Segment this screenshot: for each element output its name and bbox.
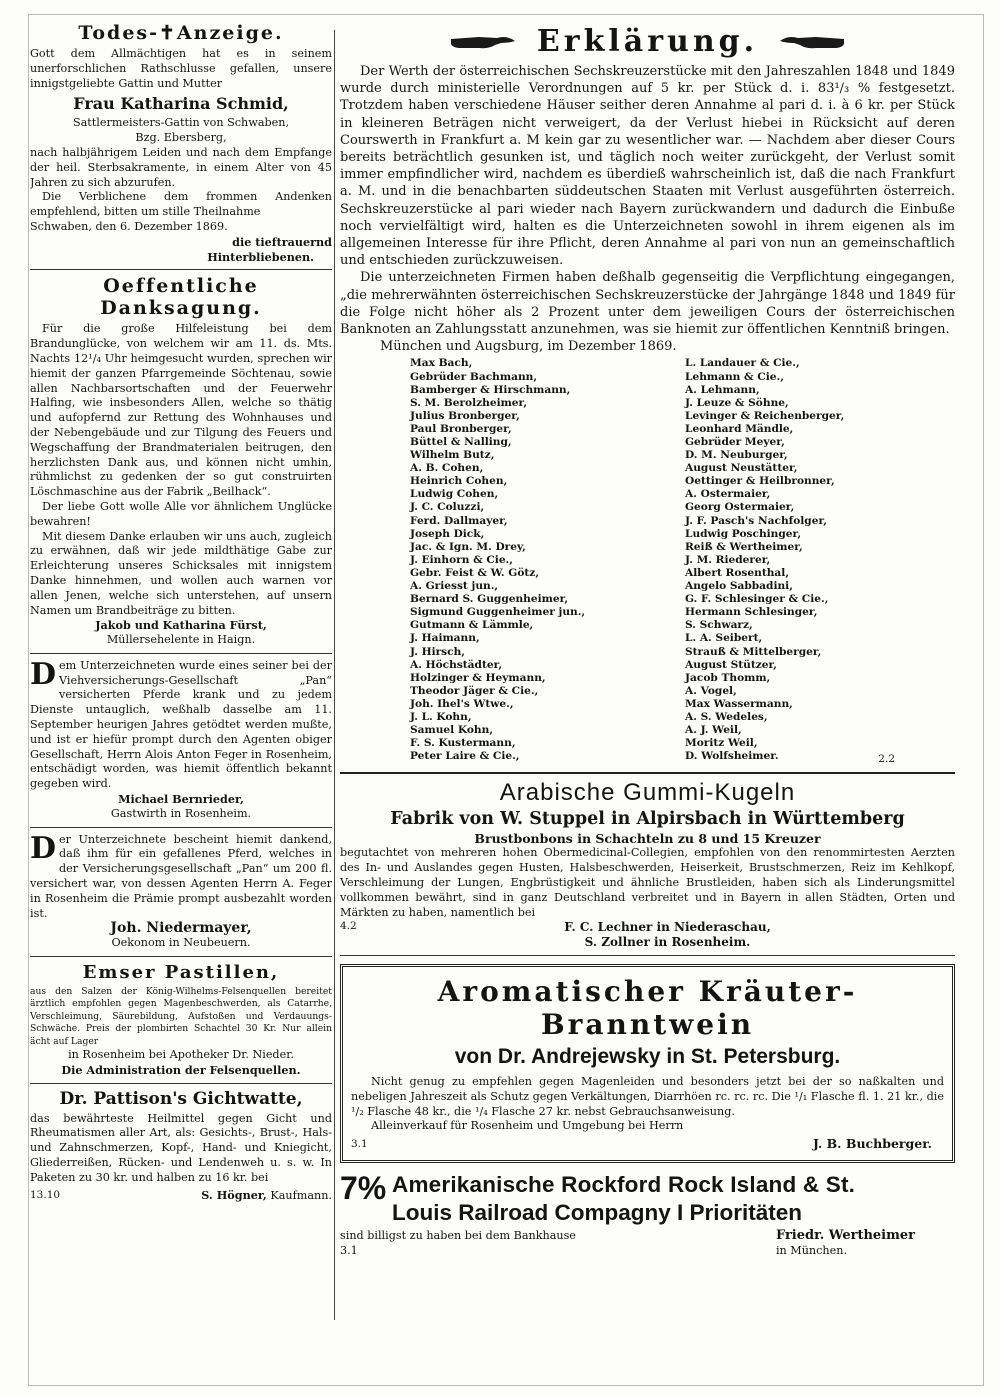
signatory-name: Ferd. Dallmayer,: [410, 514, 508, 527]
public-thanks-text-2: Der liebe Gott wolle Alle vor ähnlichem Unglücke bewahren!: [30, 499, 332, 528]
signatory-name: F. S. Kustermann,: [410, 737, 516, 750]
signatory-name: J. Leuze & Söhne,: [685, 396, 789, 409]
pan-notice-1: [30, 656, 332, 822]
signatory-name: Sigmund Guggenheimer jun.,: [410, 606, 586, 619]
signatory-name: Julius Bronberger,: [410, 409, 520, 422]
rockford-signature-2: in München.: [775, 1243, 847, 1257]
signatory-name: G. F. Schlesinger & Cie.,: [685, 593, 829, 606]
public-thanks-text: Für die große Hilfeleistung bei dem Brandunglücke, von welchem wir am 11. ds. Mts. Nachts 12¹/₄ Uhr heimgesucht wurden, sprechen wir hiemit der ganzen Pfarrgemeinde Söchtenau, sowie allen Nachbarsortschaften und der Feuerwehr Halfing, wie insbesonders Allen, welche so thätig und aufopfernd zur Rettung des Wohnhauses und der Nebengebäude und zur Tilgung des Feuers und Wegschaffung der Brandmaterialen beitrugen, den herzlichsten Dank aus, und können nicht umhin, rühmlichst zu gedenken der so gut construirten Löschmaschine aus der Fabrik „Beilhack“.: [30, 322, 332, 499]
rockford-ref-number: 3.1: [340, 1243, 358, 1257]
pattison-text: das bewährteste Heilmittel gegen Gicht und Rheumatismen aller Art, als: Gesichts-, Brust-, Hals- und Zahnschmerzen, Kopf-, Hand- und Kniegicht, Gliederreißen, Rücken- und Lendenweh u. s. w. In Paketen zu 30 kr. und halben zu 16 kr. bei: [30, 1111, 332, 1184]
kraeuter-branntwein-ad: [340, 964, 955, 1163]
signatory-list-right: [685, 357, 844, 763]
signatory-name: Peter Laire & Cie.,: [410, 750, 520, 763]
signatory-name: Max Bach,: [410, 357, 473, 370]
signatory-name: Büttel & Nalling,: [410, 436, 512, 449]
divider: [30, 269, 332, 270]
signatory-name: Gebr. Feist & W. Götz,: [410, 566, 540, 579]
death-notice-signature-1: die tieftrauernd: [232, 234, 332, 249]
signatory-name: A. Lehmann,: [685, 383, 760, 396]
dropcap: D: [30, 830, 57, 866]
signatory-name: D. Wolfsheimer.: [685, 750, 779, 763]
kraeuter-text-2: Alleinverkauf für Rosenheim und Umgebung bei Herrn: [371, 1119, 684, 1133]
death-notice-heading: Todes-✝Anzeige.: [78, 22, 284, 44]
kraeuter-subheading: von Dr. Andrejewsky in St. Petersburg.: [454, 1045, 841, 1069]
signatory-name: Bernard S. Guggenheimer,: [410, 593, 569, 606]
rockford-signature: Friedr. Wertheimer: [775, 1228, 915, 1244]
signatory-name: Bamberger & Hirschmann,: [410, 383, 571, 396]
signatory-name: J. F. Pasch's Nachfolger,: [685, 514, 827, 527]
erklaerung-date: München und Augsburg, im Dezember 1869.: [380, 339, 677, 355]
erklaerung-heading: Erklärung.: [536, 24, 759, 59]
gummi-subheading-2: Brustbonbons in Schachteln zu 8 und 15 Kreuzer: [474, 831, 821, 847]
gummi-ref-number: 4.2: [340, 920, 357, 933]
gummi-agent-2: S. Zollner in Rosenheim.: [584, 935, 751, 950]
signatory-name: J. C. Coluzzi,: [410, 501, 485, 514]
gummi-agent-1: F. C. Lechner in Niederaschau,: [564, 920, 771, 935]
rockford-line-1: Amerikanische Rockford Rock Island & St.: [392, 1172, 856, 1198]
death-notice-date: Schwaben, den 6. Dezember 1869.: [30, 219, 228, 233]
public-thanks-heading: Oeffentliche Danksagung.: [100, 275, 262, 320]
signatory-name: Leonhard Mändle,: [685, 422, 794, 435]
signatory-name: Gutmann & Lämmle,: [410, 619, 534, 632]
kraeuter-text: Nicht genug zu empfehlen gegen Magenleiden und besonders jetzt bei der so naßkalten und nebeligen Jahreszeit als Schutz gegen Verkältungen, Diarrhöen rc. rc. rc. Die ¹/₁ Flasche fl. 1. 21 kr., die ¹/₂ Flasche 48 kr., die ¹/₄ Flasche 27 kr. nebst Gebrauchsanweisung.: [351, 1075, 944, 1118]
signatory-name: Albert Rosenthal,: [685, 566, 790, 579]
signatory-name: A. Vogel,: [685, 684, 737, 697]
rockford-bond-ad: [340, 1171, 955, 1259]
divider: [340, 955, 955, 956]
signatory-name: Oettinger & Heilbronner,: [685, 475, 835, 488]
kraeuter-signature: J. B. Buchberger.: [812, 1136, 932, 1152]
signatory-name: Levinger & Reichenberger,: [685, 409, 845, 422]
kraeuter-heading: Aromatischer Kräuter-Branntwein: [437, 975, 858, 1042]
signatory-name: Angelo Sabbadini,: [685, 580, 793, 593]
public-thanks-notice: [30, 275, 332, 648]
gummi-heading: Arabische Gummi-Kugeln: [499, 779, 796, 807]
signatory-name: Georg Ostermaier,: [685, 501, 795, 514]
pattison-signature: S. Högner,: [201, 1187, 267, 1202]
pattison-heading: Dr. Pattison's Gichtwatte,: [59, 1088, 303, 1109]
signatory-name: Heinrich Cohen,: [410, 475, 508, 488]
signatory-name: Holzinger & Heymann,: [410, 671, 546, 684]
signatory-name: August Neustätter,: [685, 462, 798, 475]
rockford-text: sind billigst zu haben bei dem Bankhause: [340, 1229, 576, 1243]
signatory-name: Max Wassermann,: [685, 697, 793, 710]
pan-notice-2: [30, 830, 332, 951]
signatory-name: Ludwig Poschinger,: [685, 527, 802, 540]
emser-pastillen-ad: [30, 962, 332, 1078]
pan-notice-1-text: em Unterzeichneten wurde eines seiner bei der Viehversicherungs-Gesellschaft „Pan“ versicherten Pferde krank und zu jedem Dienste untauglich, weßhalb dasselbe am 11. September heurigen Jahres getödtet werden mußte, und ist er hiefür prompt durch den Agenten obiger Gesellschaft, Herrn Alois Anton Feger in Rosenheim, entschädigt worden, was hiemit öffentlich bekannt gegeben wird.: [30, 658, 332, 791]
pan-notice-1-signature: Michael Bernrieder,: [118, 792, 244, 807]
erklaerung-paragraph-1: Der Werth der österreichischen Sechskreuzerstücke mit den Jahreszahlen 1848 und 1849 wurde durch ministerielle Verordnungen auf 5 kr. per Stück d. i. 83¹/₃ % festgesetzt. Trotzdem haben verschiedene Häuser seither deren Annahme al pari d. i. à 6 kr. per Stück in kleineren Beträgen nicht verweigert, da der Verlust hiebei in Rücksicht auf deren Courswerth in Frankfurt a. M kein gar zu wesentlicher war. — Nachdem aber dieser Cours bereits beträchtlich gesunken ist, und täglich noch weiter zurückgeht, der Verlust somit immer empfindlicher wird, nachdem es überdieß wahrscheinlich ist, daß die nach Frankfurt a. M. und in die benachbarten süddeutschen Staaten mit Verlust ausgeführten österreich. Sechskreuzerstücke al pari wieder nach Bayern zurückwandern und dadurch die Einbuße noch vervielfältigt wird, halten es die Unterzeichneten sowohl in ihrem eigenen als im allgemeinen Interesse für ihre Pflicht, deren Annahme al pari von nun an gemeinschaftlich und entschieden zurückzuweisen.: [340, 64, 955, 269]
signatory-name: A. B. Cohen,: [410, 462, 484, 475]
signatory-name: Samuel Kohn,: [410, 724, 494, 737]
signatory-name: Gebrüder Bachmann,: [410, 370, 538, 383]
signatory-name: L. Landauer & Cie.,: [685, 357, 800, 370]
signatory-name: J. Einhorn & Cie.,: [410, 553, 513, 566]
gummi-subheading: Fabrik von W. Stuppel in Alpirsbach in Württemberg: [390, 809, 905, 830]
rockford-line-2: Louis Railroad Compagny I Prioritäten: [392, 1200, 803, 1226]
death-notice-signature-2: Hinterbliebenen.: [207, 249, 314, 264]
signatory-name: Paul Bronberger,: [410, 422, 512, 435]
deceased-role: Sattlermeisters-Gattin von Schwaben,: [72, 116, 290, 130]
signatory-name: Reiß & Wertheimer,: [685, 540, 803, 553]
emser-line: in Rosenheim bei Apotheker Dr. Nieder.: [68, 1048, 294, 1062]
emser-signature: Die Administration der Felsenquellen.: [61, 1062, 301, 1077]
signatory-name: A. Höchstädter,: [410, 658, 503, 671]
divider: [30, 956, 332, 957]
death-notice-text: Gott dem Allmächtigen hat es in seinem unerforschlichen Rathschlusse gefallen, unsere innigstgeliebte Gattin und Mutter: [30, 47, 332, 90]
erklaerung-ref-number: 2.2: [878, 753, 895, 766]
signatory-name: J. L. Kohn,: [410, 710, 472, 723]
divider: [30, 653, 332, 654]
pan-notice-1-signature-2: Gastwirth in Rosenheim.: [110, 806, 252, 820]
signatory-name: A. Griesst jun.,: [410, 580, 499, 593]
dropcap: D: [30, 656, 57, 692]
pattison-ref-number: 13.10: [30, 1188, 61, 1201]
rockford-percent: 7%: [340, 1170, 387, 1207]
emser-heading: Emser Pastillen,: [82, 962, 280, 984]
signatory-name: Ludwig Cohen,: [410, 488, 499, 501]
divider: [340, 772, 955, 774]
left-column: [30, 20, 332, 1320]
signatory-name: Strauß & Mittelberger,: [685, 645, 822, 658]
pattison-ad: [30, 1089, 332, 1204]
signatory-name: A. Ostermaier,: [685, 488, 771, 501]
death-notice-text-2: nach halbjährigem Leiden und nach dem Empfange der heil. Sterbsakramente, in einem Alter von 45 Jahren zu sich abzurufen.: [30, 145, 332, 189]
signatory-name: Lehmann & Cie.,: [685, 370, 784, 383]
signatory-name: L. A. Seibert,: [685, 632, 763, 645]
signatory-name: Joseph Dick,: [410, 527, 485, 540]
deceased-place: Bzg. Ebersberg,: [135, 131, 227, 145]
signatory-name: Wilhelm Butz,: [410, 449, 495, 462]
divider: [30, 827, 332, 828]
signatory-name: A. J. Weil,: [685, 724, 742, 737]
signatory-name: D. M. Neuburger,: [685, 449, 788, 462]
gummi-kugeln-ad: [340, 779, 955, 950]
signatory-name: J. Hirsch,: [410, 645, 465, 658]
emser-text: aus den Salzen der König-Wilhelms-Felsenquellen bereitet ärztlich empfohlen gegen Magenbeschwerden, als Catarrhe, Verschleimung, Säurebildung, Aufstoßen und Verdauungs-Schwäche. Preis der plombirten Schachtel 30 Kr. Nur allein ächt auf Lager: [30, 986, 332, 1047]
right-column: [340, 20, 955, 1320]
signatory-name: Theodor Jäger & Cie.,: [410, 684, 539, 697]
pan-notice-2-signature: Joh. Niedermayer,: [110, 920, 252, 937]
signatory-list-left: [410, 357, 585, 763]
pointing-hand-left-icon: [776, 31, 846, 53]
signatory-name: Jacob Thomm,: [685, 671, 771, 684]
deceased-name: Frau Katharina Schmid,: [73, 94, 289, 114]
signatory-name: J. Haimann,: [410, 632, 480, 645]
signatory-name: S. Schwarz,: [685, 619, 753, 632]
column-divider: [334, 30, 335, 1320]
death-notice: [30, 22, 332, 264]
signatory-name: August Stützer,: [685, 658, 777, 671]
pan-notice-2-text: er Unterzeichnete bescheint hiemit dankend, daß ihm für ein gefallenes Pferd, welches in der Versicherungsgesellschaft „Pan“ um 200 fl. versichert war, von dessen Agenten Herrn A. Feger in Rosenheim die Prämie prompt ausbezahlt worden ist.: [30, 832, 332, 920]
divider: [30, 1083, 332, 1084]
gummi-text: begutachtet von mehreren hohen Obermedicinal-Collegien, empfohlen von den renommirtesten Aerzten des In- und Auslandes gegen Husten, Halsbeschwerden, Heiserkeit, Brustschmerzen, Reiz im Kehlkopf, Verschleimung der Lungen, Engbrüstigkeit und ähnliche Brustleiden, haben sich als Linderungsmittel vollkommen bewährt, sind in ganz Deutschland verbreitet und in Bayern in allen Städten, Orten und Märkten zu haben, namentlich bei: [340, 846, 955, 919]
public-thanks-text-3: Mit diesem Danke erlauben wir uns auch, zugleich zu erwähnen, daß wir jede mildthätige Gabe zur Erleichterung unseres Schicksales mit innigstem Danke hinnehmen, und wollen auch warnen vor allen Jenen, welche sich unterstehen, auf unsern Namen um Brandbeiträge zu bitten.: [30, 529, 332, 617]
pan-notice-2-signature-2: Oekonom in Neubeuern.: [111, 936, 251, 950]
kraeuter-ref-number: 3.1: [351, 1138, 368, 1151]
death-notice-text-3: Die Verblichene dem frommen Andenken empfehlend, bitten um stille Theilnahme: [30, 190, 332, 219]
signatory-name: Hermann Schlesinger,: [685, 606, 818, 619]
signatory-name: Gebrüder Meyer,: [685, 436, 785, 449]
signatory-name: Joh. Ihel's Wtwe.,: [410, 697, 514, 710]
erklaerung-paragraph-2: Die unterzeichneten Firmen haben deßhalb gegenseitig die Verpflichtung eingegangen, „die mehrerwähnten österreichischen Sechskreuzerstücke der Jahrgänge 1848 und 1849 für die Folge nicht höher als 2 Prozent unter dem jeweiligen Cours der österreichischen Banknoten an Zahlungsstatt anzunehmen, was sie hiemit zur öffentlichen Kenntniß bringen.: [340, 270, 955, 338]
signatory-name: Moritz Weil,: [685, 737, 758, 750]
signatory-list: [340, 357, 955, 767]
signatory-name: S. M. Berolzheimer,: [410, 396, 528, 409]
erklaerung-notice: [340, 24, 955, 767]
public-thanks-signature-2: Müllersehelente in Haign.: [106, 633, 256, 647]
pointing-hand-right-icon: [449, 31, 519, 53]
signatory-name: J. M. Riederer,: [685, 553, 771, 566]
public-thanks-signature: Jakob und Katharina Fürst,: [95, 618, 267, 633]
signatory-name: A. S. Wedeles,: [685, 710, 768, 723]
pattison-signature-role: Kaufmann.: [270, 1188, 332, 1202]
signatory-name: Jac. & Ign. M. Drey,: [410, 540, 526, 553]
